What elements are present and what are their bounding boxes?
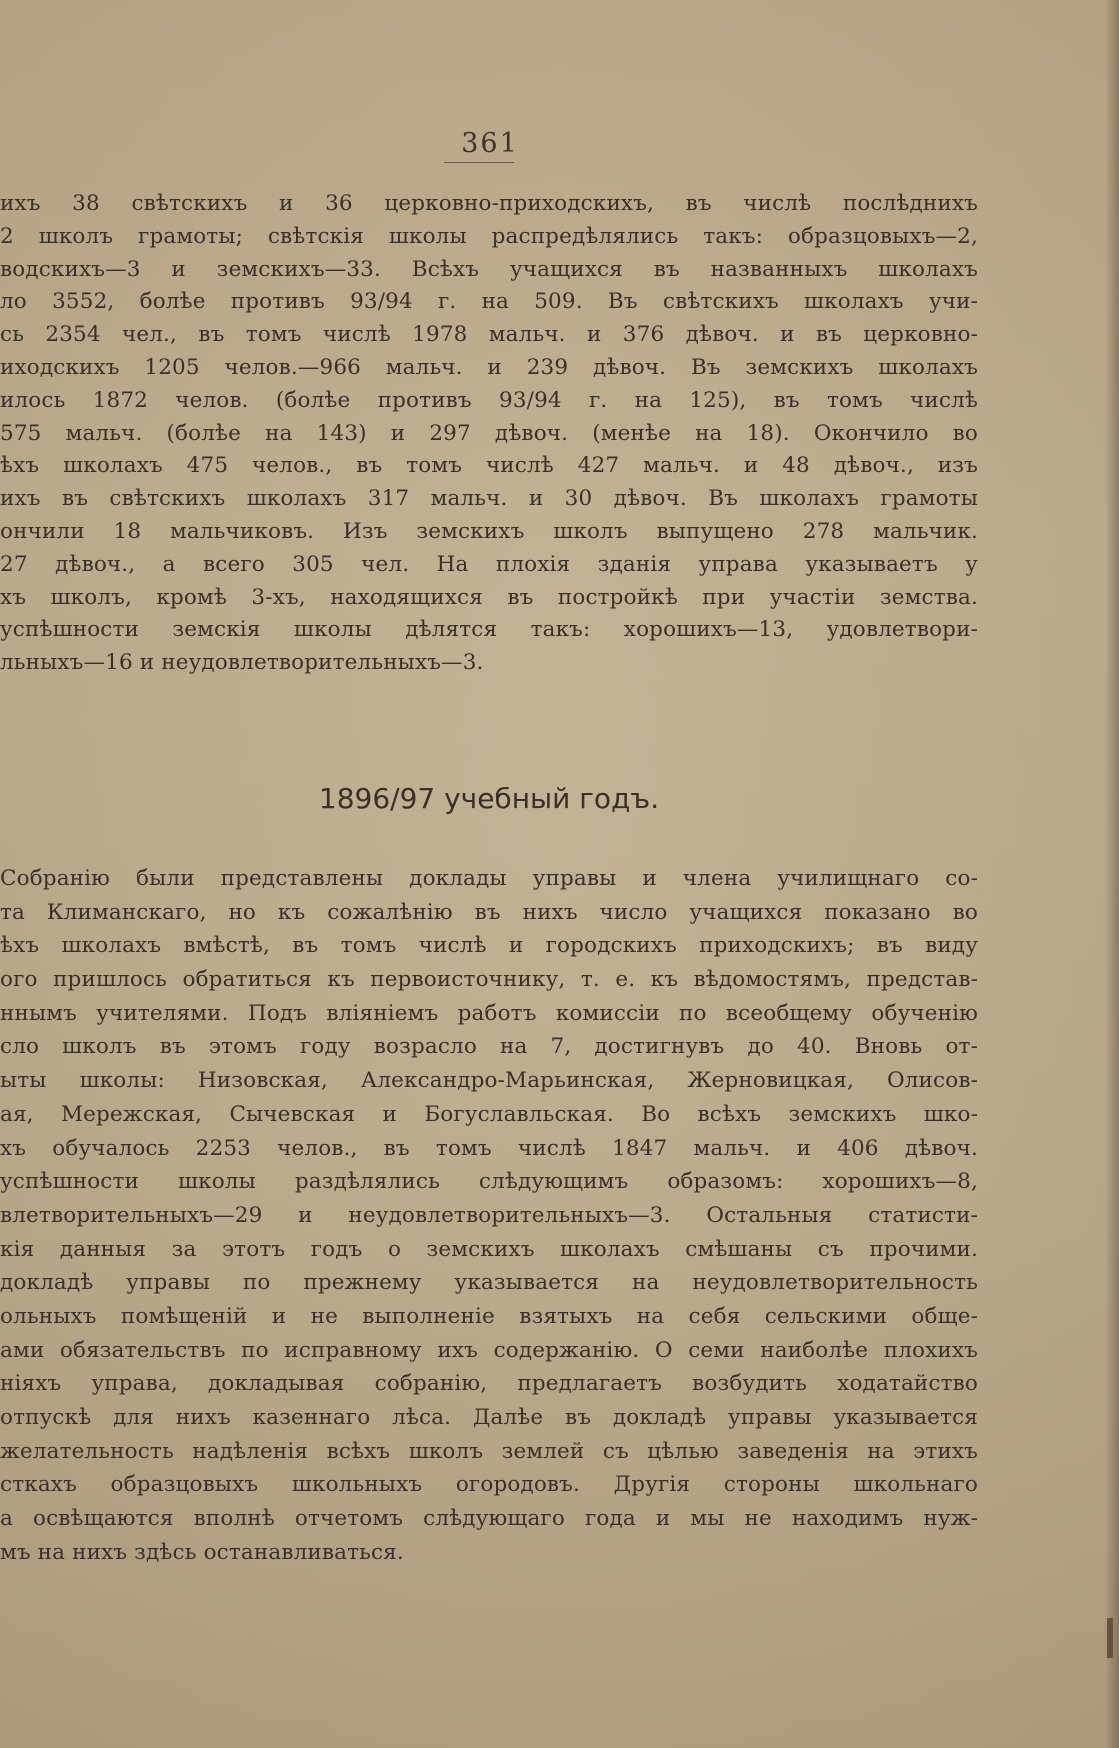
text-line: ая, Мережская, Сычевская и Богуславльская. Во всѣхъ земскихъ шко- — [0, 1101, 978, 1127]
text-line: сло школъ въ этомъ году возрасло на 7, достигнувъ до 40. Вновь от- — [0, 1034, 978, 1060]
text-line: илось 1872 челов. (болѣе противъ 93/94 г. на 125), въ томъ числѣ — [0, 387, 978, 413]
text-line: ніяхъ управа, докладывая собранію, предлагаетъ возбудить ходатайство — [0, 1371, 978, 1397]
text-line: та Климанскаго, но къ сожалѣнію въ нихъ число учащихся показано во — [0, 899, 978, 925]
text-line: мъ на нихъ здѣсь останавливаться. — [0, 1539, 404, 1565]
text-line: ольныхъ помѣщеній и не выполненіе взятыхъ на себя сельскими обще- — [0, 1303, 978, 1329]
text-line: успѣшности школы раздѣлялись слѣдующимъ образомъ: хорошихъ—8, — [0, 1169, 978, 1195]
section-heading: 1896/97 учебный годъ. — [318, 782, 660, 815]
margin-mark — [1107, 1618, 1113, 1658]
text-line: хъ обучалось 2253 челов., въ томъ числѣ 1847 мальч. и 406 дѣвоч. — [0, 1135, 978, 1161]
text-line: ами обязательствъ по исправному ихъ содержанію. О семи наиболѣе плохихъ — [0, 1337, 978, 1363]
text-line: ѣхъ школахъ 475 челов., въ томъ числѣ 427 мальч. и 48 дѣвоч., изъ — [0, 453, 978, 479]
paragraph-1896-97 — [0, 862, 978, 1569]
text-line: иходскихъ 1205 челов.—966 мальч. и 239 дѣвоч. Въ земскихъ школахъ — [0, 354, 978, 380]
text-line: хъ школъ, кромѣ 3-хъ, находящихся въ постройкѣ при участіи земства. — [0, 584, 978, 610]
text-line: желательность надѣленія всѣхъ школъ землей съ цѣлью заведенія на этихъ — [0, 1438, 978, 1464]
text-line: 2 школъ грамоты; свѣтскія школы распредѣлялись такъ: образцовыхъ—2, — [0, 223, 978, 249]
page-edge-shadow — [1105, 0, 1119, 1748]
text-line: ѣхъ школахъ вмѣстѣ, въ томъ числѣ и городскихъ приходскихъ; въ виду — [0, 933, 978, 959]
text-line: ихъ въ свѣтскихъ школахъ 317 мальч. и 30 дѣвоч. Въ школахъ грамоты — [0, 486, 978, 512]
text-line: 27 дѣвоч., а всего 305 чел. На плохія зданія управа указываетъ у — [0, 551, 978, 577]
page-number-underline — [444, 162, 514, 163]
text-line: водскихъ—3 и земскихъ—33. Всѣхъ учащихся въ названныхъ школахъ — [0, 256, 978, 282]
text-line: сь 2354 чел., въ томъ числѣ 1978 мальч. и 376 дѣвоч. и въ церковно- — [0, 322, 978, 348]
text-line: ннымъ учителями. Подъ вліяніемъ работъ комиссіи по всеобщему обученію — [0, 1000, 978, 1026]
text-line: кія данныя за этотъ годъ о земскихъ школахъ смѣшаны съ прочими. — [0, 1236, 978, 1262]
paragraph-1895-96 — [0, 188, 978, 680]
text-line: ло 3552, болѣе противъ 93/94 г. на 509. Въ свѣтскихъ школахъ учи- — [0, 289, 978, 315]
text-line: льныхъ—16 и неудовлетворительныхъ—3. — [0, 650, 484, 676]
text-line: 575 мальч. (болѣе на 143) и 297 дѣвоч. (менѣе на 18). Окончило во — [0, 420, 978, 446]
text-line: докладѣ управы по прежнему указывается на неудовлетворительность — [0, 1270, 978, 1296]
text-line: ого пришлось обратиться къ первоисточнику, т. е. къ вѣдомостямъ, представ- — [0, 967, 978, 993]
text-line: ончили 18 мальчиковъ. Изъ земскихъ школъ выпущено 278 мальчик. — [0, 518, 978, 544]
text-line: ыты школы: Низовская, Александро-Марьинская, Жерновицкая, Олисов- — [0, 1068, 978, 1094]
text-line: сткахъ образцовыхъ школьныхъ огородовъ. Другія стороны школьнаго — [0, 1472, 978, 1498]
text-line: ихъ 38 свѣтскихъ и 36 церковно-приходскихъ, въ числѣ послѣднихъ — [0, 191, 978, 216]
page-number: 361 — [461, 128, 519, 159]
text-line: Собранію были представлены доклады управы и члена училищнаго со- — [0, 866, 978, 891]
text-line: успѣшности земскія школы дѣлятся такъ: хорошихъ—13, удовлетвори- — [0, 617, 978, 643]
text-line: а освѣщаются вполнѣ отчетомъ слѣдующаго года и мы не находимъ нуж- — [0, 1506, 978, 1532]
text-line: влетворительныхъ—29 и неудовлетворительныхъ—3. Остальныя статисти- — [0, 1202, 978, 1228]
text-line: отпускѣ для нихъ казеннаго лѣса. Далѣе въ докладѣ управы указывается — [0, 1405, 978, 1430]
